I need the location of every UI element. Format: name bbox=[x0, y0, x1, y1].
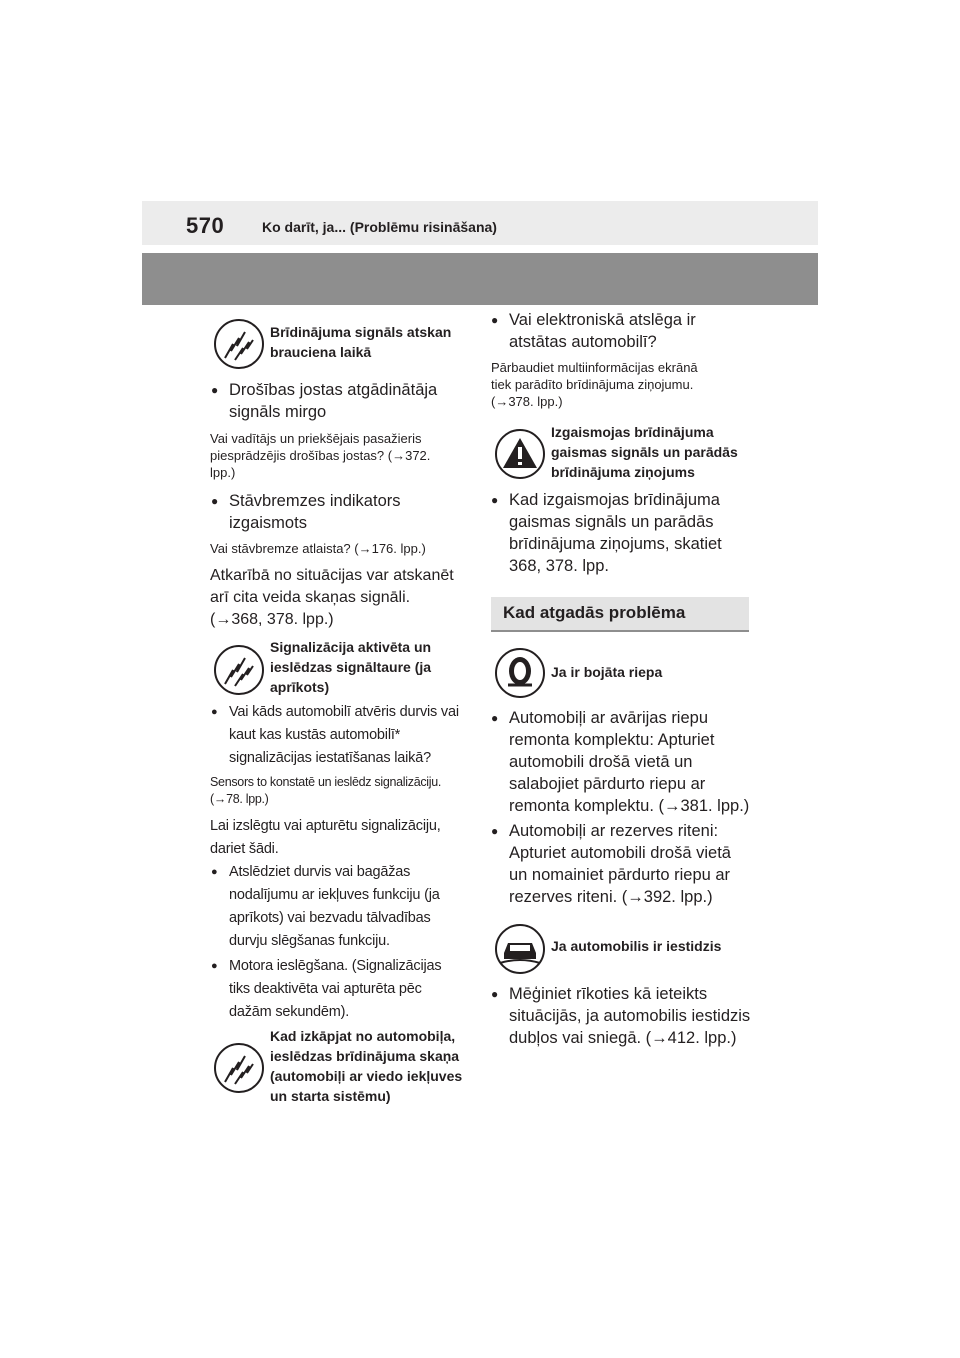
flat-tire-icon bbox=[494, 647, 546, 699]
section-band bbox=[142, 253, 818, 305]
alarm-heading-label: Brīdinājuma signāls atskan brauciena laikā bbox=[270, 324, 452, 360]
list-item: ● Kad izgaismojas brīdinājuma gaismas signāls un parādās brīdinājuma ziņojums, skatiet 368, 378. lpp. bbox=[491, 489, 722, 577]
alarm-sound-icon bbox=[213, 644, 265, 696]
stuck-vehicle-heading-label: Ja automobilis ir iestidzis bbox=[551, 938, 722, 954]
paragraph: Atkarībā no situācijas var atskanēt arī cita veida skaņas signāli. (→368, 378. lpp.) bbox=[210, 567, 454, 628]
list-item: ● Automobiļi ar rezerves riteni: Apturiet automobili drošā vietā un nomainiet pārdurto riepu ar rezerves riteni. (→392. lpp.) bbox=[491, 820, 731, 908]
warning-heading-label: Izgaismojas brīdinājuma gaismas signāls un parādās brīdinājuma ziņojums bbox=[551, 424, 738, 480]
list-item: ● Mēģiniet rīkoties kā ieteikts situācijās, ja automobilis iestidzis dubļos vai sniegā. (→412. lpp.) bbox=[491, 983, 750, 1049]
alarm-heading-label: Signalizācija aktivēta un ieslēdzas signāltaure (ja aprīkots) bbox=[270, 639, 432, 695]
list-item: ● Vai elektroniskā atslēga ir atstātas automobilī? bbox=[491, 309, 696, 353]
note-text: Sensors to konstatē un ieslēdz signalizāciju. (→78. lpp.) bbox=[210, 775, 442, 806]
alarm-sound-icon bbox=[213, 318, 265, 370]
alarm-heading-label: Kad izkāpjat no automobiļa, ieslēdzas brīdinājuma skaņa (automobiļi ar viedo iekļuves un starta sistēmu) bbox=[270, 1028, 463, 1104]
stuck-vehicle-icon bbox=[494, 923, 546, 975]
list-item: ● Atslēdziet durvis vai bagāžas nodalījumu ar iekļuves funkciju (ja aprīkots) vai bezvadu tālvadības durvju slēgšanas funkciju. bbox=[211, 861, 440, 953]
list-item: ● Automobiļi ar avārijas riepu remonta komplektu: Apturiet automobili drošā vietā un salabojiet pārdurto riepu ar remonta komplektu. (→381. lpp.) bbox=[491, 707, 749, 817]
header-title: Ko darīt, ja... (Problēmu risināšana) bbox=[262, 219, 497, 235]
list-item: ● Vai kāds automobilī atvēris durvis vai kaut kas kustās automobilī* signalizācijas iestatīšanas laikā? bbox=[211, 701, 459, 770]
alarm-sound-icon bbox=[213, 1042, 265, 1094]
warning-exclamation-icon bbox=[494, 428, 546, 480]
page-number: 570 bbox=[186, 213, 225, 238]
flat-tire-heading-label: Ja ir bojāta riepa bbox=[551, 664, 663, 680]
note-text: Vai vadītājs un priekšējais pasažieris piesprādzējis drošības jostas? (→372. lpp.) bbox=[210, 431, 431, 480]
note-text: Vai stāvbremze atlaista? (→176. lpp.) bbox=[210, 541, 426, 556]
list-item: ● Stāvbremzes indikators izgaismots bbox=[211, 490, 401, 534]
note-text: Pārbaudiet multiinformācijas ekrānā tiek parādīto brīdinājuma ziņojumu. (→378. lpp.) bbox=[491, 360, 698, 409]
paragraph: Lai izslēgtu vai apturētu signalizāciju, dariet šādi. bbox=[210, 818, 441, 857]
section-heading: Kad atgadās problēma bbox=[491, 597, 749, 632]
list-item: ● Drošības jostas atgādinātāja signāls mirgo bbox=[211, 379, 437, 423]
list-item: ● Motora ieslēgšana. (Signalizācijas tiks deaktivēta vai apturēta pēc dažām sekundēm). bbox=[211, 955, 441, 1024]
